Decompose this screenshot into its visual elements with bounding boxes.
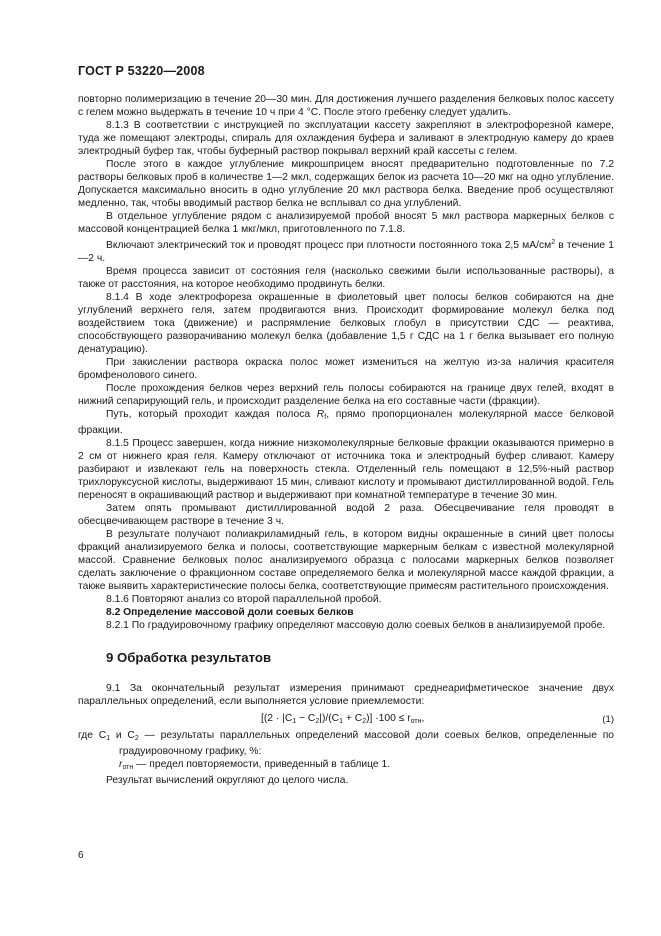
subscript: 1 bbox=[106, 735, 111, 742]
page-number: 6 bbox=[78, 850, 84, 861]
where-clause bbox=[78, 758, 614, 774]
rf-symbol: R bbox=[316, 409, 325, 420]
paragraph: Время процесса зависит от состояния геля (насколько свежими были использованные растворы), а также от расстояния, на которое необходимо продвинуть белки. bbox=[78, 266, 614, 290]
text-run: и C bbox=[110, 730, 135, 741]
formula bbox=[261, 712, 424, 728]
section-title: 9 Обработка результатов bbox=[106, 650, 272, 665]
subscript: f bbox=[324, 414, 327, 421]
text-run: — результаты параллельных определений массовой доли соевых белков, определенные по градуировочному графику, %: bbox=[119, 730, 614, 757]
formula-number: (1) bbox=[602, 714, 614, 725]
formula-part: − C bbox=[296, 713, 316, 724]
formula-part: |)/(C bbox=[319, 713, 340, 724]
formula-row bbox=[78, 712, 614, 729]
subscript: 1 bbox=[292, 718, 297, 725]
subscript: отн bbox=[122, 764, 134, 771]
subscript: 1 bbox=[339, 718, 344, 725]
text-run: Путь, который проходит каждая полоса bbox=[106, 409, 317, 420]
formula-part: [(2 · |C bbox=[261, 713, 293, 724]
where-clause bbox=[78, 729, 614, 758]
subscript: отн bbox=[410, 718, 422, 725]
document-header: ГОСТ Р 53220—2008 bbox=[78, 64, 205, 78]
paragraph: После этого в каждое углубление микрошприцем вносят предварительно подготовленные по 7.2 растворы белковых проб в количестве 1—2 мкл, содержащих белок из расчета 10—20 мкг на одно углубление. Допускается максимально вносить в одно углубление 20 мкл раствора белка. Введение проб осуществляют медленно, так, чтобы вводимый раствор белка не всплывал со дна углублений. bbox=[78, 159, 614, 209]
subsection-heading: 8.2 Определение массовой доли соевых белков bbox=[106, 607, 354, 618]
subscript: 2 bbox=[315, 718, 320, 725]
paragraph bbox=[78, 236, 614, 265]
paragraph: 8.1.6 Повторяют анализ со второй параллельной пробой. bbox=[106, 594, 382, 605]
paragraph: При закислении раствора окраска полос может измениться на желтую из-за наличия красителя бромфенолового синего. bbox=[78, 357, 614, 381]
text-run: , прямо пропорционален молекулярной массе белковой фракции. bbox=[78, 409, 614, 436]
paragraph: В отдельное углубление рядом с анализируемой пробой вносят 5 мкл раствора маркерных белков с массовой концентрацией белка 1 мкг/мкл, приготовленного по 7.1.8. bbox=[78, 211, 614, 235]
text-run: Включают электрический ток и проводят процесс при плотности постоянного тока 2,5 мА/см bbox=[106, 240, 552, 251]
paragraph: Результат вычислений округляют до целого числа. bbox=[106, 775, 349, 786]
document-body bbox=[78, 93, 614, 787]
paragraph: 8.1.4 В ходе электрофореза окрашенные в фиолетовый цвет полосы белков собираются на дне углублений верхнего геля, затем продвигаются вниз. Происходит формирование молекул белка под воздействием тока (движение) и распрямление белковых глобул в присутствии СДС — реактива, способствующего разворачиванию молекул белка (добавление 1,5 г СДС на 1 г белка вызывает его полную денатурацию). bbox=[78, 292, 614, 355]
paragraph: 9.1 За окончательный результат измерения принимают среднеарифметическое значение двух параллельных определений, если выполняется условие приемлемости: bbox=[78, 683, 614, 707]
text-run: в течение 1—2 ч. bbox=[78, 240, 614, 264]
text-run: где C bbox=[78, 730, 107, 741]
formula-part: + C bbox=[343, 713, 363, 724]
paragraph: повторно полимеризацию в течение 20—30 мин. Для достижения лучшего разделения белковых полос кассету с гелем можно выдержать в течение 10 ч при 4 °С. После этого гребенку следует удалить. bbox=[78, 94, 614, 118]
paragraph: После прохождения белков через верхний гель полосы собираются на границе двух гелей, входят в нижний сепарирующий гель, и происходит разделение белка на его составные части (фракции). bbox=[78, 383, 614, 407]
paragraph bbox=[78, 408, 614, 437]
text-run: — предел повторяемости, приведенный в таблице 1. bbox=[133, 759, 391, 770]
formula-part: )] ·100 ≤ r bbox=[366, 713, 411, 724]
paragraph: 8.2.1 По градуировочному графику определяют массовую долю соевых белков в анализируемой пробе. bbox=[106, 620, 606, 631]
subscript: 2 bbox=[362, 718, 367, 725]
paragraph: 8.1.5 Процесс завершен, когда нижние низкомолекулярные белковые фракции оказываются примерно в 2 см от нижнего края геля. Камеру отключают от источника тока и электродный буфер сливают. Камеру разбирают и извлекают гель на поверхность стекла. Отделенный гель помещают в 12,5%-ный раствор трихлоруксусной кислоты, выдерживают 15 мин, сливают кислоту и промывают дистиллированной водой. Гель переносят в окрашивающий раствор и выдерживают при комнатной температуре в течение 30 мин. bbox=[78, 438, 614, 501]
paragraph: В результате получают полиакриламидный гель, в котором видны окрашенные в синий цвет полосы фракций анализируемого белка и полосы, соответствующие маркерным белкам с известной молекулярной массой. Сравнение белковых полос анализируемого образца с полосами маркерных белков позволяет сделать заключение о фракционном составе определяемого белка и молекулярной массе каждой фракции, а также выявить характеристические полосы белка, соответствующие примесям растительного происхождения. bbox=[78, 529, 614, 592]
paragraph: Затем опять промывают дистиллированной водой 2 раза. Обесцвечивание геля проводят в обесцвечивающем растворе в течение 3 ч. bbox=[78, 503, 614, 527]
paragraph: 8.1.3 В соответствии с инструкцией по эксплуатации кассету закрепляют в электрофорезной камере, туда же помещают электроды, спираль для охлаждения буфера и заливают в электродную камеру до краев электродный буфер так, чтобы буферный раствор покрывал верхний край кассеты с гелем. bbox=[78, 120, 614, 157]
formula-part: , bbox=[421, 713, 425, 724]
superscript: 2 bbox=[551, 239, 556, 246]
subscript: 2 bbox=[134, 735, 139, 742]
r-symbol: r bbox=[119, 759, 123, 770]
